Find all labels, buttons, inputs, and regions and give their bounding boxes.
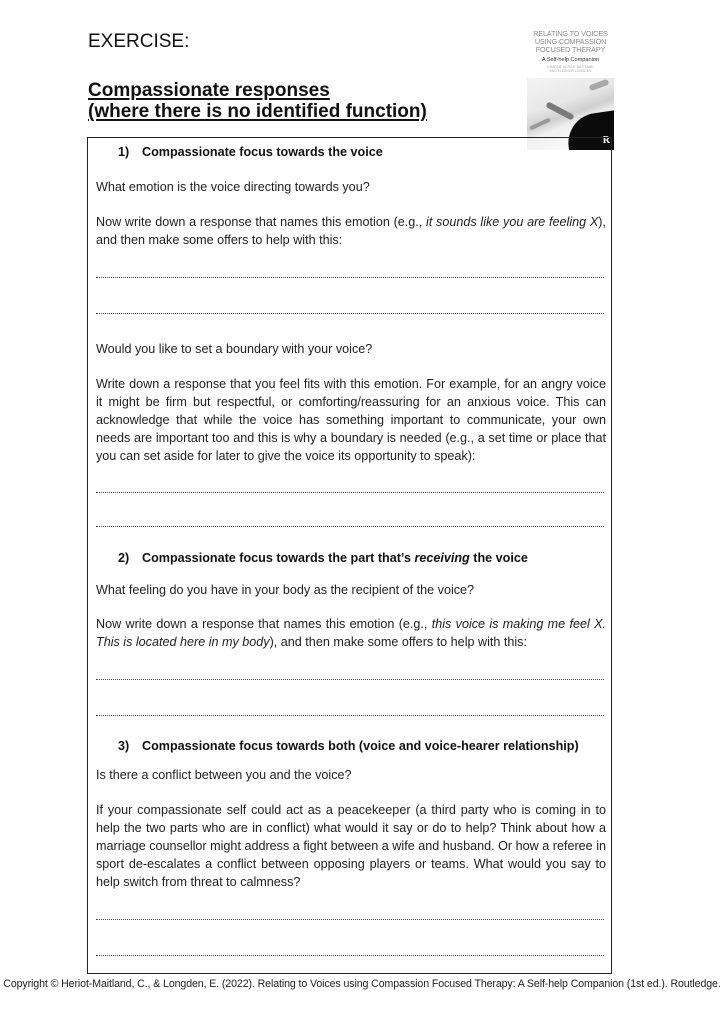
section-3-heading (118, 739, 579, 753)
section-1-prompt-text-end: ), and then make some offers to help with this: (96, 215, 606, 247)
section-1-heading (118, 145, 383, 159)
section-1-question-emotion: What emotion is the voice directing towards you? (96, 180, 370, 194)
section-1-prompt-text: Now write down a response that names this emotion (e.g., (96, 215, 427, 229)
section-2-prompt-text: Now write down a response that names this emotion (e.g., (96, 617, 432, 631)
page-title (88, 80, 427, 122)
answer-line-1d[interactable] (96, 526, 604, 527)
section-1-question-boundary: Would you like to set a boundary with your voice? (96, 342, 373, 356)
section-2-heading-emphasis: receiving (414, 551, 470, 565)
answer-line-3b[interactable] (96, 955, 604, 956)
book-cover-authors (527, 65, 614, 73)
section-1-heading-text: Compassionate focus towards the voice (142, 145, 383, 159)
section-2-number: 2) (118, 551, 130, 565)
section-1-prompt-example: it sounds like you are feeling X (426, 215, 599, 229)
section-2-heading-text: Compassionate focus towards the part that’s (142, 551, 415, 565)
answer-line-2a[interactable] (96, 679, 604, 680)
exercise-label: EXERCISE: (88, 31, 190, 52)
section-1-boundary-paragraph: Write down a response that you feel fits with this emotion. For example, for an angry voice it might be firm but respectful, or comforting/reassuring for an anxious voice. This can acknowledge that while the voice has something important to communicate, your own needs are important too and this is why a boundary is needed (e.g., a set time or place that you can set aside for later to give the voice its opportunity to speak): (96, 377, 606, 463)
section-2-heading-text-end: the voice (469, 551, 528, 565)
answer-line-1a[interactable] (96, 277, 604, 278)
book-cover-image (527, 4, 614, 150)
book-cover-title-line1: RELATING TO VOICES (533, 29, 608, 38)
section-2-prompt-example: this voice is making me feel X. This is located here in my body (96, 617, 606, 649)
section-2-prompt (96, 615, 606, 651)
section-2-heading (118, 551, 528, 565)
page-title-line2: (where there is no identified function) (88, 101, 427, 122)
section-3-question-conflict: Is there a conflict between you and the voice? (96, 768, 352, 782)
page-title-line1: Compassionate responses (88, 80, 330, 101)
copyright-footer: Copyright © Heriot-Maitland, C., & Longden, E. (2022). Relating to Voices using Compassion Focused Therapy: A Self-help Companion (1st ed.). Routledge. (3, 978, 721, 990)
book-cover-authors-line2: AND ELEANOR LONGDEN (549, 69, 592, 73)
section-3-number: 3) (118, 739, 130, 753)
answer-line-1c[interactable] (96, 492, 604, 493)
section-1-number: 1) (118, 145, 130, 159)
section-3-peacekeeper-paragraph: If your compassionate self could act as a peacekeeper (a third party who is coming in to help the two parts who are in conflict) what would it say or do to help? Think about how a marriage counsellor might address a fight between a wife and husband. Or how a referee in sport de-escalates a conflict between opposing players or teams. What would you say to help switch from threat to calmness? (96, 803, 606, 889)
section-2-prompt-text-end: ), and then make some offers to help with this: (269, 635, 527, 649)
publisher-logo-icon: R (602, 135, 610, 146)
book-cover-subtitle: A Self-help Companion (541, 57, 600, 63)
answer-line-1b[interactable] (96, 313, 604, 314)
section-1-prompt (96, 213, 606, 249)
book-cover-title-line3: FOCUSED THERAPY (535, 45, 606, 55)
book-cover-title (527, 30, 614, 55)
answer-line-2b[interactable] (96, 715, 604, 716)
book-cover-authors-line1: CHARLIE HERIOT-MAITLAND (547, 65, 594, 69)
answer-line-3a[interactable] (96, 919, 604, 920)
book-cover-title-line2: USING COMPASSION (534, 37, 607, 47)
section-2-question-feeling: What feeling do you have in your body as the recipient of the voice? (96, 583, 475, 597)
section-3-heading-text: Compassionate focus towards both (voice and voice-hearer relationship) (142, 739, 579, 753)
